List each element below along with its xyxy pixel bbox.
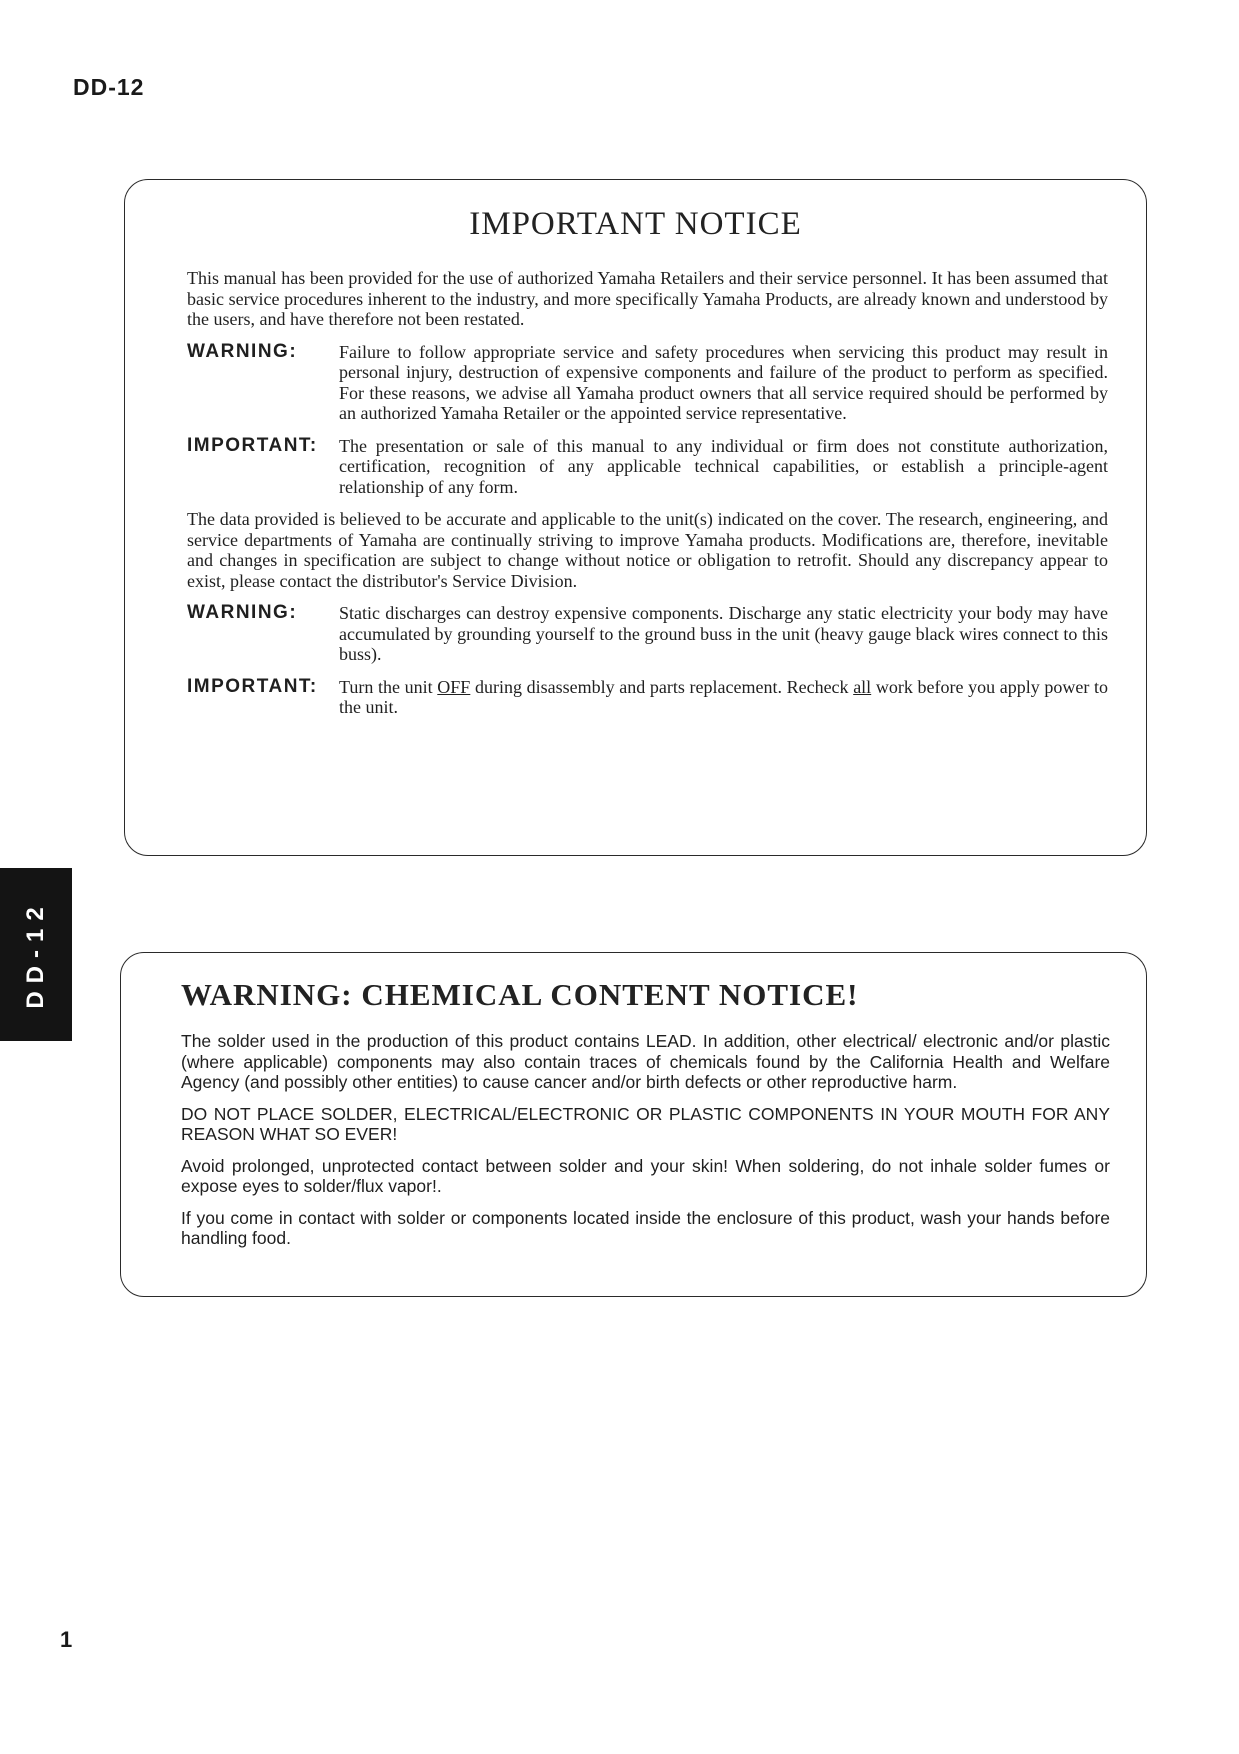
important-notice-content xyxy=(187,268,1108,730)
static-warning-note xyxy=(187,603,1108,665)
mouth-warning-paragraph: DO NOT PLACE SOLDER, ELECTRICAL/ELECTRONIC OR PLASTIC COMPONENTS IN YOUR MOUTH FOR ANY REASON WHAT SO EVER! xyxy=(181,1103,1110,1144)
power-off-text xyxy=(339,677,1108,718)
intro-paragraph: This manual has been provided for the use of authorized Yamaha Retailers and their service personnel. It has been assumed that basic service procedures inherent to the industry, and more specifically Yamaha Products, are already known and understood by the users, and have therefore not been restated. xyxy=(187,268,1108,329)
important-text: The presentation or sale of this manual to any individual or firm does not constitute authorization, certification, recognition of any applicable technical capabilities, or establish a principle-agent relationship of any form. xyxy=(339,435,1108,497)
side-tab-label: DD-12 xyxy=(22,899,49,1009)
soldering-paragraph: Avoid prolonged, unprotected contact between solder and your skin! When soldering, do not inhale solder fumes or expose eyes to solder/flux vapor!. xyxy=(181,1155,1110,1196)
important-label: IMPORTANT: xyxy=(187,675,318,697)
important-note xyxy=(187,436,1108,498)
static-warning-text: Static discharges can destroy expensive components. Discharge any static electricity your body may have accumulated by grounding yourself to the ground buss in the unit (heavy gauge black wires connect to this buss). xyxy=(339,603,1108,664)
chemical-notice-title: WARNING: CHEMICAL CONTENT NOTICE! xyxy=(181,977,859,1012)
power-off-text-part3: work before you apply power to the unit. xyxy=(339,676,1108,717)
chemical-notice-box xyxy=(120,952,1147,1297)
page-number: 1 xyxy=(60,1627,73,1652)
warning-note xyxy=(187,342,1108,424)
side-tab xyxy=(0,868,72,1041)
off-underlined: OFF xyxy=(437,676,471,697)
wash-hands-paragraph: If you come in contact with solder or components located inside the enclosure of this product, wash your hands before handling food. xyxy=(181,1207,1110,1248)
power-off-text-part2: during disassembly and parts replacement. Recheck xyxy=(470,676,854,697)
important-label: IMPORTANT: xyxy=(187,434,318,456)
all-underlined: all xyxy=(853,676,872,697)
power-off-note xyxy=(187,677,1108,718)
model-code: DD-12 xyxy=(73,74,145,100)
important-notice-title: IMPORTANT NOTICE xyxy=(469,206,802,242)
lead-paragraph: The solder used in the production of this product contains LEAD. In addition, other electrical/ electronic and/or plastic (where applicable) components may also contain traces of chemicals found by the California Health and Welfare Agency (and possibly other entities) to cause cancer and/or birth defects or other reproductive harm. xyxy=(181,1031,1110,1092)
power-off-text-part1: Turn the unit xyxy=(339,676,438,697)
warning-label: WARNING: xyxy=(187,340,298,362)
data-paragraph: The data provided is believed to be accurate and applicable to the unit(s) indicated on the cover. The research, engineering, and service departments of Yamaha are continually striving to improve Yamaha products. Modifications are, therefore, inevitable and changes in specification are subject to change without notice or obligation to retrofit. Should any discrepancy appear to exist, please contact the distributor's Service Division. xyxy=(187,509,1108,591)
warning-label: WARNING: xyxy=(187,602,298,623)
important-notice-box xyxy=(124,179,1147,856)
chemical-notice-content xyxy=(181,1031,1110,1260)
warning-text: Failure to follow appropriate service and safety procedures when servicing this product may result in personal injury, destruction of expensive components and failure of the product to perform as specified. For these reasons, we advise all Yamaha product owners that all service required should be performed by an authorized Yamaha Retailer or the appointed service representative. xyxy=(339,341,1108,423)
